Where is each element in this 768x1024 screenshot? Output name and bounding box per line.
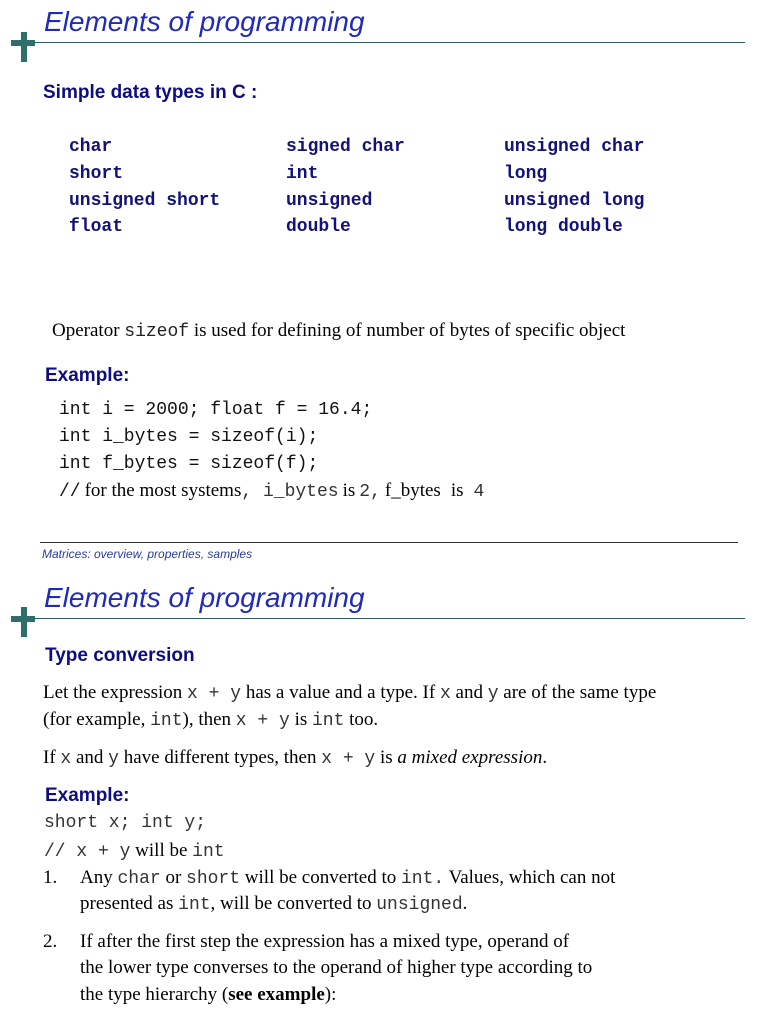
- list-item-number: 1.: [43, 867, 58, 888]
- title-underline: [35, 618, 745, 619]
- slide-marker-horizontal: [11, 616, 35, 622]
- type-cell: float: [69, 217, 124, 237]
- list-item: If after the first step the expression has a mixed type, operand of: [80, 931, 570, 952]
- list-item-number: 2.: [43, 931, 58, 952]
- type-cell: short: [69, 164, 124, 184]
- sizeof-code: sizeof: [124, 322, 190, 342]
- example-label: Example:: [45, 365, 130, 386]
- code-comment-line: // for the most systems, i_bytes is 2, f_bytes is 4: [59, 480, 485, 502]
- type-cell: char: [69, 137, 113, 157]
- section-heading: Simple data types in C :: [43, 82, 258, 103]
- type-cell: long: [504, 164, 548, 184]
- type-cell: int: [286, 164, 319, 184]
- type-cell: unsigned char: [504, 137, 645, 157]
- type-cell: double: [286, 217, 351, 237]
- code-comment-line: // x + y will be int: [44, 840, 225, 862]
- type-cell: unsigned short: [69, 191, 221, 211]
- list-item-continuation: presented as int, will be converted to unsigned.: [80, 893, 468, 915]
- paragraph-line: If x and y have different types, then x + y is a mixed expression.: [43, 747, 548, 769]
- type-cell: unsigned long: [504, 191, 645, 211]
- slide-marker-horizontal: [11, 40, 35, 46]
- slide-title: Elements of programming: [44, 582, 365, 613]
- list-item-continuation: the lower type converses to the operand of higher type according to: [80, 957, 593, 978]
- code-line: int f_bytes = sizeof(f);: [59, 454, 319, 474]
- list-item-continuation: the type hierarchy (see example):: [80, 984, 337, 1005]
- code-line: int i = 2000; float f = 16.4;: [59, 400, 373, 420]
- title-underline: [35, 42, 745, 43]
- list-item: Any char or short will be converted to int. Values, which can not: [80, 867, 616, 889]
- footer-divider: [40, 542, 738, 543]
- example-label: Example:: [45, 785, 130, 806]
- type-cell: unsigned: [286, 191, 373, 211]
- slide-marker-vertical: [21, 607, 27, 637]
- paragraph-line: (for example, int), then x + y is int too.: [43, 709, 379, 731]
- footer-text: Matrices: overview, properties, samples: [42, 547, 253, 561]
- type-cell: signed char: [286, 137, 405, 157]
- slide-title: Elements of programming: [44, 6, 365, 37]
- paragraph-line: Let the expression x + y has a value and a type. If x and y are of the same type: [43, 682, 657, 704]
- slide-marker-vertical: [21, 32, 27, 62]
- see-example-link: see example: [228, 984, 325, 1005]
- sizeof-description: Operator sizeof is used for defining of number of bytes of specific object: [52, 320, 626, 342]
- code-line: int i_bytes = sizeof(i);: [59, 427, 319, 447]
- code-line: short x; int y;: [44, 813, 207, 833]
- type-cell: long double: [504, 217, 623, 237]
- section-heading: Type conversion: [45, 645, 195, 666]
